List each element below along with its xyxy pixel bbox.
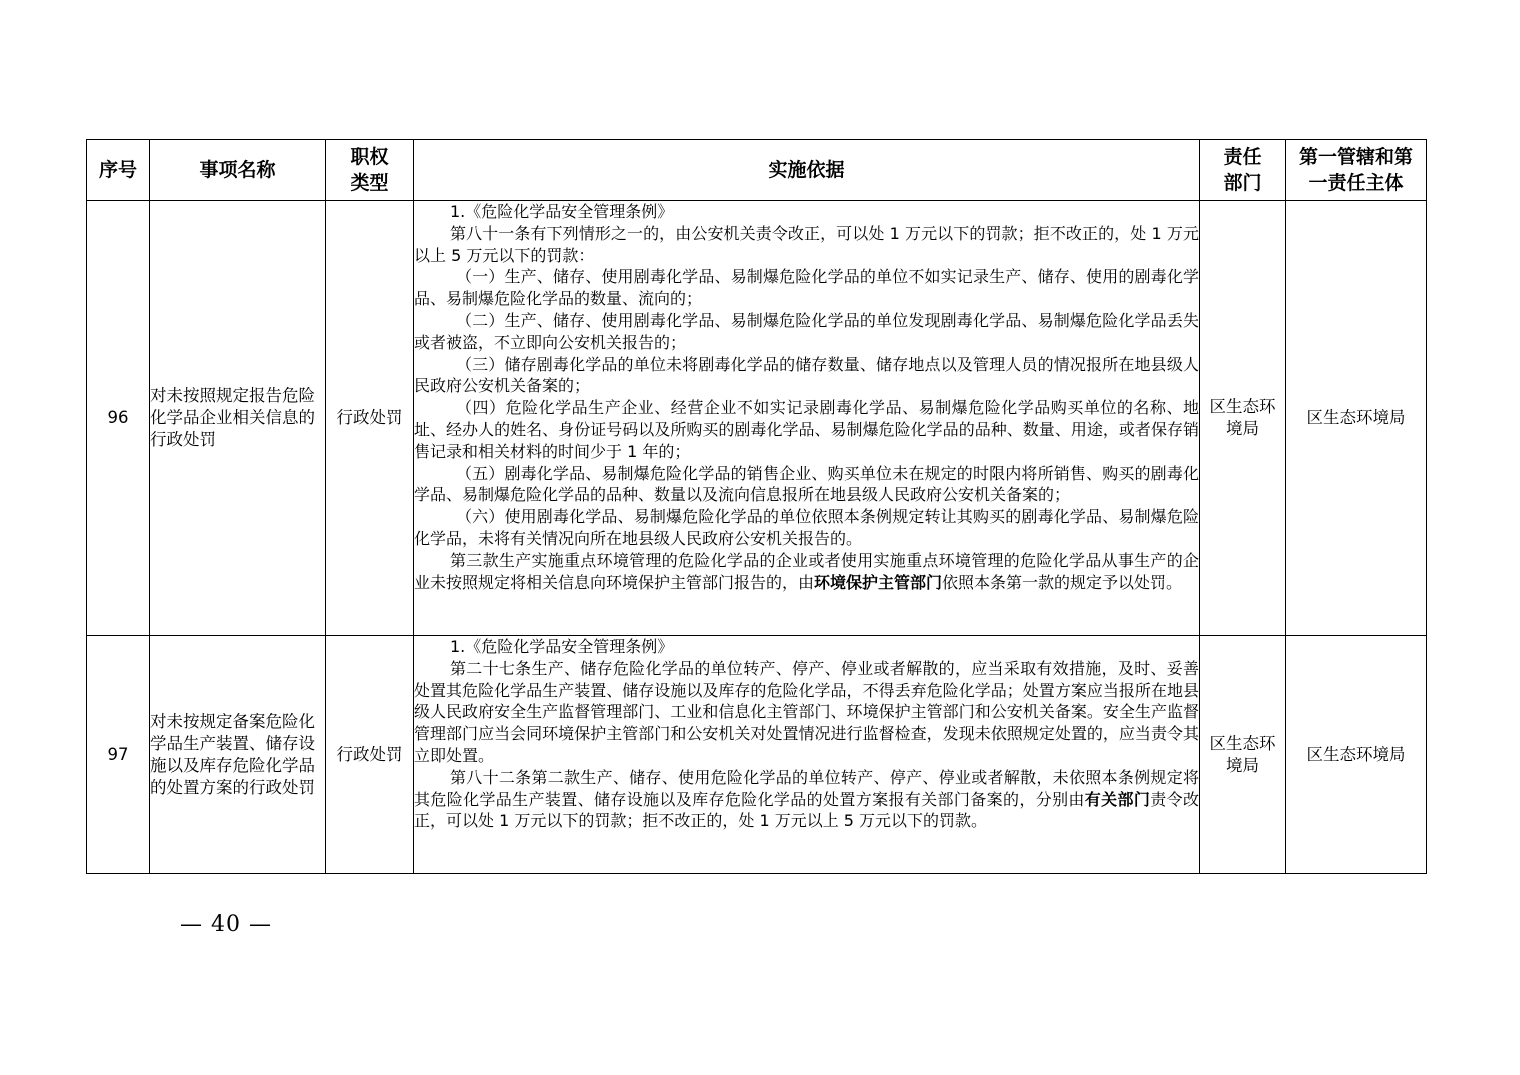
basis-item: （一）生产、储存、使用剧毒化学品、易制爆危险化学品的单位不如实记录生产、储存、使用的剧毒化学品、易制爆危险化学品的数量、流向的； [414, 267, 1199, 309]
row-type: 行政处罚 [326, 636, 414, 874]
basis-para: 第八十一条有下列情形之一的，由公安机关责令改正，可以处 1 万元以下的罚款；拒不改正的，处 1 万元以上 5 万元以下的罚款： [414, 223, 1199, 265]
basis-item: （五）剧毒化学品、易制爆危险化学品的销售企业、购买单位未在规定的时限内将所销售、购买的剧毒化学品、易制爆危险化学品的品种、数量以及流向信息报所在地县级人民政府公安机关备案的； [414, 463, 1199, 505]
basis-text: 第三款生产实施重点环境管理的危险化学品的企业或者使用实施重点环境管理的危险化学品从事生产的企业未按照规定将相关信息向环境保护主管部门报告的，由 [414, 550, 1199, 592]
basis-item: （六）使用剧毒化学品、易制爆危险化学品的单位依照本条例规定转让其购买的剧毒化学品、易制爆危险化学品，未将有关情况向所在地县级人民政府公安机关报告的。 [414, 507, 1199, 548]
authority-table [86, 139, 1427, 874]
basis-text: 责令改正，可以处 1 万元以下的罚款；拒不改正的，处 1 万元以上 5 万元以下的罚款。 [414, 789, 1199, 831]
row-subject: 区生态环境局 [1286, 636, 1427, 874]
page-number: — 40 — [180, 912, 272, 937]
table-row [87, 636, 1427, 874]
header-dept: 责任部门 [1200, 140, 1286, 201]
row-seq: 96 [87, 201, 150, 636]
row-subject: 区生态环境局 [1286, 201, 1427, 636]
basis-para [414, 550, 1199, 594]
header-seq: 序号 [87, 140, 150, 201]
basis-para: 第二十七条生产、储存危险化学品的单位转产、停产、停业或者解散的，应当采取有效措施，及时、妥善处置其危险化学品生产装置、储存设施以及库存的危险化学品，不得丢弃危险化学品；处置方案应当报所在地县级人民政府安全生产监督管理部门、工业和信息化主管部门、环境保护主管部门和公安机关备案。安全生产监督管理部门应当会同环境保护主管部门和公安机关对处置情况进行监督检查，发现未依照规定处置的，应当责令其立即处置。 [414, 658, 1199, 765]
basis-law: 1.《危险化学品安全管理条例》 [450, 637, 674, 656]
table-row [87, 201, 1427, 636]
header-basis: 实施依据 [414, 140, 1200, 201]
row-item-name: 对未按规定备案危险化学品生产装置、储存设施以及库存危险化学品的处置方案的行政处罚 [150, 636, 326, 874]
basis-law: 1.《危险化学品安全管理条例》 [450, 202, 674, 221]
row-type: 行政处罚 [326, 201, 414, 636]
header-name: 事项名称 [150, 140, 326, 201]
row-seq: 97 [87, 636, 150, 874]
row-dept: 区生态环境局 [1200, 636, 1286, 874]
header-type: 职权类型 [326, 140, 414, 201]
row-item-name: 对未按照规定报告危险化学品企业相关信息的行政处罚 [150, 201, 326, 636]
basis-item: （四）危险化学品生产企业、经营企业不如实记录剧毒化学品、易制爆危险化学品购买单位的名称、地址、经办人的姓名、身份证号码以及所购买的剧毒化学品、易制爆危险化学品的品种、数量、用途，或者保存销售记录和相关材料的时间少于 1 年的； [414, 398, 1199, 461]
row-basis [414, 201, 1200, 636]
basis-text: 第八十二条第二款生产、储存、使用危险化学品的单位转产、停产、停业或者解散，未依照本条例规定将其危险化学品生产装置、储存设施以及库存危险化学品的处置方案报有关部门备案的，分别由 [414, 767, 1199, 809]
header-subject: 第一管辖和第一责任主体 [1286, 140, 1427, 201]
basis-text: 依照本条第一款的规定予以处罚。 [942, 572, 1183, 592]
basis-item: （三）储存剧毒化学品的单位未将剧毒化学品的储存数量、储存地点以及管理人员的情况报所在地县级人民政府公安机关备案的； [414, 354, 1199, 396]
basis-para [414, 767, 1199, 832]
row-dept: 区生态环境局 [1200, 201, 1286, 636]
row-basis [414, 636, 1200, 874]
basis-bold-dept: 有关部门 [1084, 789, 1151, 809]
table-header-row [87, 140, 1427, 201]
basis-item: （二）生产、储存、使用剧毒化学品、易制爆危险化学品的单位发现剧毒化学品、易制爆危险化学品丢失或者被盗，不立即向公安机关报告的； [414, 310, 1199, 352]
basis-bold-dept: 环境保护主管部门 [814, 572, 943, 592]
